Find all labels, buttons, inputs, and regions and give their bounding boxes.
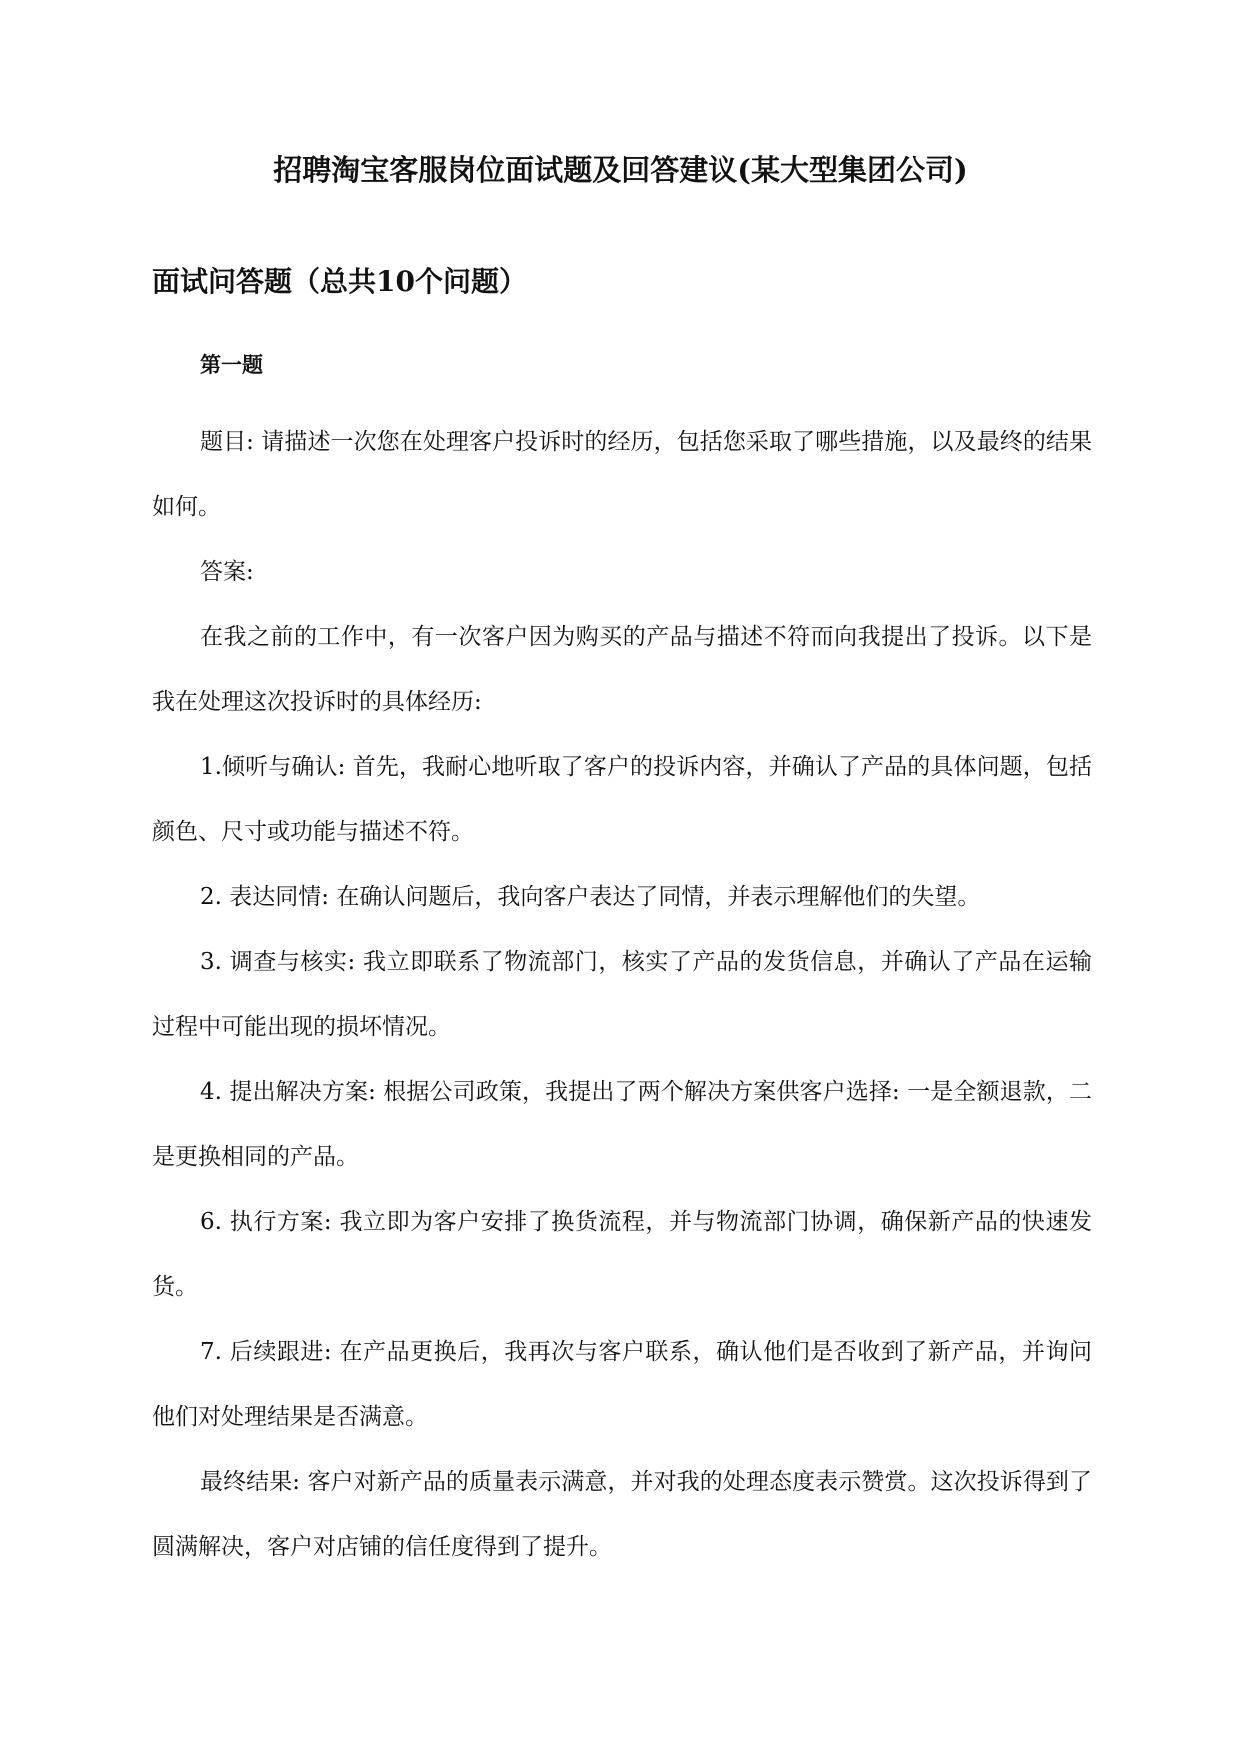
document-title: 招聘淘宝客服岗位面试题及回答建议(某大型集团公司) <box>273 153 968 187</box>
final-result: 最终结果: 客户对新产品的质量表示满意，并对我的处理态度表示赞赏。这次投诉得到了圆满解决，客户对店铺的信任度得到了提升。 <box>152 1469 1092 1560</box>
answer-step-2: 2. 表达同情: 在确认问题后，我向客户表达了同情，并表示理解他们的失望。 <box>200 884 981 910</box>
answer-step-3: 3. 调查与核实: 我立即联系了物流部门，核实了产品的发货信息，并确认了产品在运输过程中可能出现的损坏情况。 <box>152 949 1092 1040</box>
section-heading: 面试问答题（总共10个问题） <box>152 265 527 298</box>
answer-intro: 在我之前的工作中，有一次客户因为购买的产品与描述不符而向我提出了投诉。以下是我在处理这次投诉时的具体经历: <box>152 624 1092 715</box>
answer-step-1: 1.倾听与确认: 首先，我耐心地听取了客户的投诉内容，并确认了产品的具体问题，包括颜色、尺寸或功能与描述不符。 <box>152 754 1092 845</box>
answer-step-6: 6. 执行方案: 我立即为客户安排了换货流程，并与物流部门协调，确保新产品的快速发货。 <box>152 1209 1092 1300</box>
answer-body <box>152 410 1092 1580</box>
answer-label: 答案: <box>200 559 254 585</box>
question-heading: 第一题 <box>200 352 263 377</box>
answer-step-4: 4. 提出解决方案: 根据公司政策，我提出了两个解决方案供客户选择: 一是全额退款，二是更换相同的产品。 <box>152 1079 1092 1170</box>
question-text: 题目: 请描述一次您在处理客户投诉时的经历，包括您采取了哪些措施，以及最终的结果如何。 <box>152 429 1092 520</box>
answer-step-7: 7. 后续跟进: 在产品更换后，我再次与客户联系，确认他们是否收到了新产品，并询问他们对处理结果是否满意。 <box>152 1339 1092 1430</box>
